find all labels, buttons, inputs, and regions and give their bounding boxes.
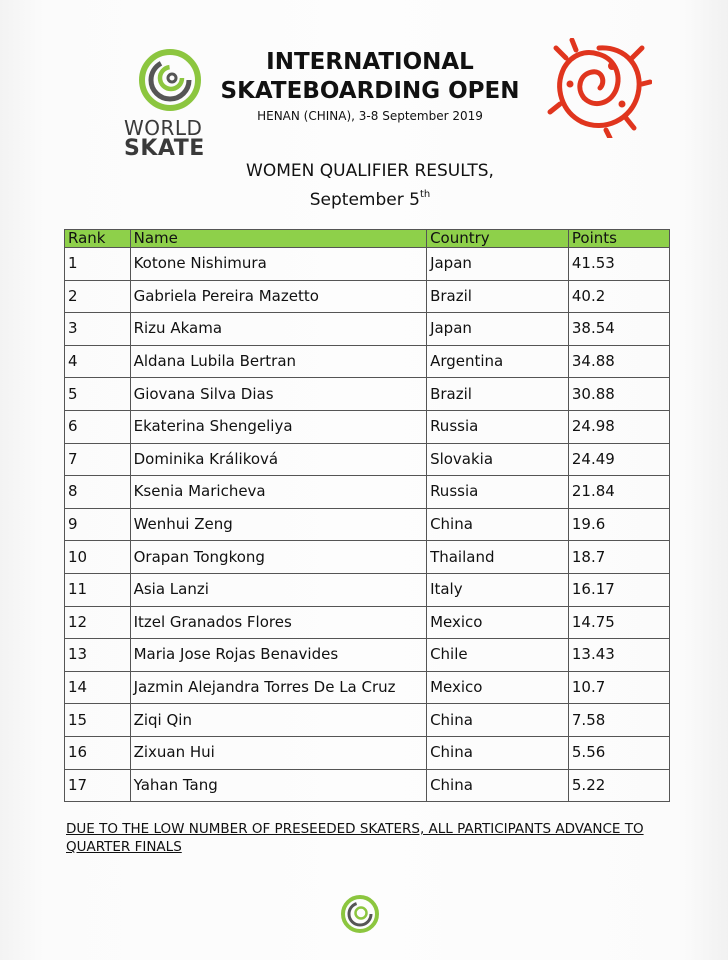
heading-line-1: WOMEN QUALIFIER RESULTS, [246,161,494,181]
country-cell: Japan [427,313,569,346]
column-header-name: Name [130,230,426,248]
rank-cell: 6 [65,410,131,443]
points-cell: 14.75 [568,606,669,639]
table-row [65,378,670,411]
country-cell: Russia [427,476,569,509]
logo-text-world: WORLD [124,116,203,140]
name-cell: Zixuan Hui [130,736,426,769]
title-line-1: INTERNATIONAL [266,49,474,75]
advancement-note: DUE TO THE LOW NUMBER OF PRESEEDED SKATERS, ALL PARTICIPANTS ADVANCE TO QUARTER FINALS [66,821,644,855]
name-cell: Ekaterina Shengeliya [130,410,426,443]
points-cell: 13.43 [568,639,669,672]
dragon-emblem-icon [546,38,652,138]
rank-cell: 13 [65,639,131,672]
points-cell: 19.6 [568,508,669,541]
rank-cell: 11 [65,573,131,606]
points-cell: 24.98 [568,410,669,443]
rank-cell: 15 [65,704,131,737]
country-cell: China [427,769,569,802]
country-cell: Japan [427,248,569,281]
points-cell: 30.88 [568,378,669,411]
table-header-row [65,230,670,248]
points-cell: 21.84 [568,476,669,509]
country-cell: Slovakia [427,443,569,476]
document-title [220,48,520,106]
points-cell: 41.53 [568,248,669,281]
name-cell: Aldana Lubila Bertran [130,345,426,378]
country-cell: Italy [427,573,569,606]
column-header-points: Points [568,230,669,248]
name-cell: Kotone Nishimura [130,248,426,281]
country-cell: China [427,704,569,737]
rank-cell: 5 [65,378,131,411]
country-cell: Chile [427,639,569,672]
name-cell: Dominika Králiková [130,443,426,476]
event-subtitle: HENAN (CHINA), 3-8 September 2019 [257,109,483,123]
table-row [65,476,670,509]
table-row [65,248,670,281]
name-cell: Ziqi Qin [130,704,426,737]
rank-cell: 1 [65,248,131,281]
table-row [65,345,670,378]
country-cell: Brazil [427,280,569,313]
name-cell: Giovana Silva Dias [130,378,426,411]
country-cell: Russia [427,410,569,443]
rank-cell: 8 [65,476,131,509]
name-cell: Wenhui Zeng [130,508,426,541]
rank-cell: 16 [65,736,131,769]
rank-cell: 9 [65,508,131,541]
country-cell: Argentina [427,345,569,378]
points-cell: 24.49 [568,443,669,476]
country-cell: Mexico [427,671,569,704]
rank-cell: 14 [65,671,131,704]
heading-date-suffix: th [419,189,431,200]
country-cell: China [427,736,569,769]
table-row [65,671,670,704]
points-cell: 7.58 [568,704,669,737]
points-cell: 10.7 [568,671,669,704]
rank-cell: 7 [65,443,131,476]
points-cell: 5.56 [568,736,669,769]
results-heading [210,160,530,212]
name-cell: Jazmin Alejandra Torres De La Cruz [130,671,426,704]
rank-cell: 10 [65,541,131,574]
rank-cell: 12 [65,606,131,639]
rank-cell: 17 [65,769,131,802]
table-row [65,313,670,346]
table-row [65,573,670,606]
logo-text-skate: SKATE [124,136,205,161]
name-cell: Asia Lanzi [130,573,426,606]
name-cell: Yahan Tang [130,769,426,802]
table-row [65,443,670,476]
name-cell: Maria Jose Rojas Benavides [130,639,426,672]
points-cell: 5.22 [568,769,669,802]
country-cell: Brazil [427,378,569,411]
table-row [65,736,670,769]
rank-cell: 4 [65,345,131,378]
points-cell: 16.17 [568,573,669,606]
country-cell: China [427,508,569,541]
table-row [65,704,670,737]
world-skate-rings-icon [337,893,383,935]
table-row [65,541,670,574]
country-cell: Mexico [427,606,569,639]
table-row [65,280,670,313]
world-skate-logo-icon [138,48,202,112]
points-cell: 40.2 [568,280,669,313]
results-table [64,229,670,802]
table-row [65,508,670,541]
country-cell: Thailand [427,541,569,574]
title-line-2: SKATEBOARDING OPEN [220,78,520,104]
rank-cell: 3 [65,313,131,346]
name-cell: Rizu Akama [130,313,426,346]
name-cell: Gabriela Pereira Mazetto [130,280,426,313]
rank-cell: 2 [65,280,131,313]
name-cell: Itzel Granados Flores [130,606,426,639]
table-row [65,639,670,672]
points-cell: 18.7 [568,541,669,574]
column-header-rank: Rank [65,230,131,248]
table-row [65,769,670,802]
points-cell: 34.88 [568,345,669,378]
table-row [65,606,670,639]
name-cell: Orapan Tongkong [130,541,426,574]
heading-date: September 5 [309,190,420,210]
column-header-country: Country [427,230,569,248]
points-cell: 38.54 [568,313,669,346]
name-cell: Ksenia Maricheva [130,476,426,509]
heading-line-2 [210,183,530,212]
table-row [65,410,670,443]
